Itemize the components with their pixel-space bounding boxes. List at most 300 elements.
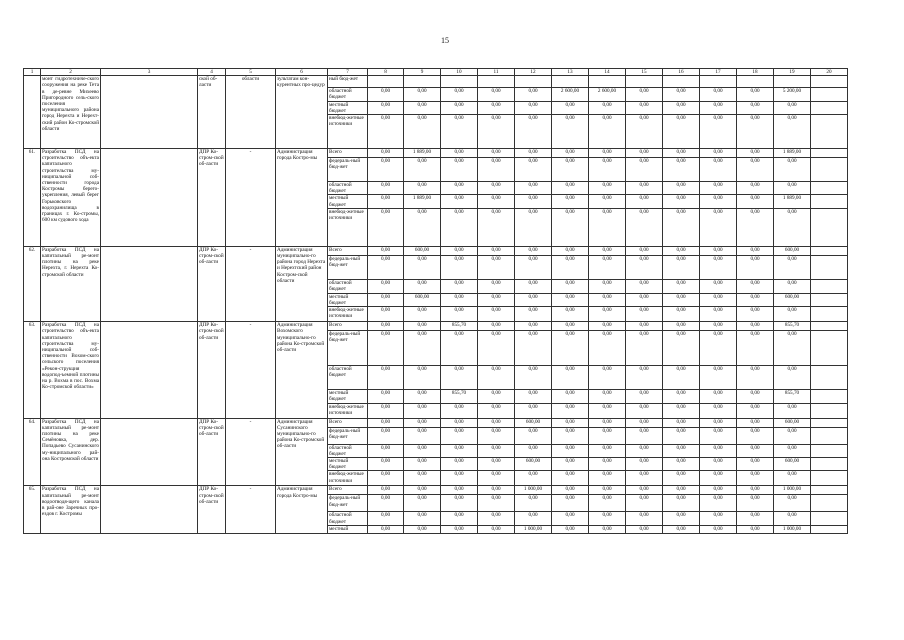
- value-cell: 0,00: [663, 390, 700, 403]
- column-number-16: 16: [663, 69, 700, 76]
- funding-source-cell: областной бюджет: [328, 366, 368, 390]
- column-number-15: 15: [626, 69, 663, 76]
- value-cell: 0,00: [552, 182, 589, 195]
- value-cell: 0,00: [404, 418, 441, 427]
- column-20-cell: [811, 366, 848, 390]
- column-20-cell: [811, 195, 848, 208]
- column-number-4: 4: [198, 69, 226, 76]
- column-20-cell: [811, 246, 848, 255]
- value-cell: 0,00: [626, 293, 663, 306]
- value-cell: 0,00: [737, 101, 774, 114]
- row-number-cell: 62.: [24, 246, 41, 321]
- value-cell: 0,00: [663, 458, 700, 471]
- executor-cell: Администрация Вохомского муниципально-го района Ко-стромской об-ласти: [276, 322, 328, 418]
- value-cell: 0,00: [700, 444, 737, 457]
- column-20-cell: [811, 427, 848, 444]
- value-cell: 0,00: [515, 149, 552, 158]
- value-cell: 0,00: [441, 158, 478, 182]
- value-cell: 0,00: [552, 101, 589, 114]
- funding-source-cell: областной бюджет: [328, 88, 368, 101]
- value-cell: [663, 76, 700, 88]
- value-cell: 0,00: [441, 279, 478, 293]
- value-cell: 0,00: [515, 471, 552, 486]
- column-20-cell: [811, 293, 848, 306]
- funding-source-cell: внебюд-жетные источники: [328, 403, 368, 418]
- value-cell: 0,00: [515, 182, 552, 195]
- value-cell: 0,00: [626, 307, 663, 322]
- column-5-cell: области: [226, 76, 276, 149]
- value-cell: 0,00: [441, 403, 478, 418]
- value-cell: 0,00: [441, 293, 478, 306]
- value-cell: 0,00: [626, 427, 663, 444]
- value-cell: 0,00: [441, 525, 478, 533]
- value-cell: 600,00: [404, 293, 441, 306]
- column-20-cell: [811, 322, 848, 331]
- value-cell: 855,70: [774, 322, 811, 331]
- value-cell: 0,00: [774, 182, 811, 195]
- value-cell: 0,00: [404, 366, 441, 390]
- value-cell: 0,00: [663, 486, 700, 495]
- value-cell: 0,00: [663, 158, 700, 182]
- value-cell: 0,00: [737, 195, 774, 208]
- column-5-cell: -: [226, 418, 276, 486]
- funding-source-cell: внебюд-жетные источники: [328, 307, 368, 322]
- value-cell: [478, 76, 515, 88]
- executor-cell: Администрация Сусанинского муниципально-го района Ко-стромской об-ласти: [276, 418, 328, 486]
- value-cell: 0,00: [441, 495, 478, 512]
- event-name-cell: Разработка ПСД на капитальный ре-монт плотины на реке Нерехта, г. Нерехта Ко-стромской области: [41, 246, 101, 321]
- value-cell: 0,00: [737, 158, 774, 182]
- value-cell: 0,00: [700, 525, 737, 533]
- row-number-cell: 64.: [24, 418, 41, 486]
- value-cell: 0,00: [368, 444, 404, 457]
- column-20-cell: [811, 307, 848, 322]
- column-number-19: 19: [774, 69, 811, 76]
- value-cell: 0,00: [589, 195, 626, 208]
- value-cell: 0,00: [515, 512, 552, 525]
- value-cell: 0,00: [404, 208, 441, 246]
- value-cell: 0,00: [700, 418, 737, 427]
- value-cell: 0,00: [368, 279, 404, 293]
- value-cell: 0,00: [404, 525, 441, 533]
- value-cell: 0,00: [737, 182, 774, 195]
- value-cell: 0,00: [478, 403, 515, 418]
- value-cell: 0,00: [478, 444, 515, 457]
- value-cell: 0,00: [404, 495, 441, 512]
- column-20-cell: [811, 403, 848, 418]
- value-cell: 0,00: [368, 307, 404, 322]
- value-cell: 0,00: [589, 512, 626, 525]
- column-20-cell: [811, 458, 848, 471]
- value-cell: 0,00: [774, 115, 811, 149]
- value-cell: 600,00: [774, 246, 811, 255]
- value-cell: 0,00: [700, 331, 737, 366]
- value-cell: 0,00: [700, 458, 737, 471]
- funding-source-cell: областной бюджет: [328, 444, 368, 457]
- value-cell: 0,00: [700, 246, 737, 255]
- value-cell: 0,00: [626, 525, 663, 533]
- value-cell: 0,00: [478, 525, 515, 533]
- column-20-cell: [811, 331, 848, 366]
- value-cell: 0,00: [404, 427, 441, 444]
- value-cell: 855,70: [441, 322, 478, 331]
- value-cell: 0,00: [478, 101, 515, 114]
- value-cell: 1 000,00: [774, 486, 811, 495]
- value-cell: 0,00: [700, 390, 737, 403]
- value-cell: 0,00: [404, 307, 441, 322]
- value-cell: 0,00: [368, 366, 404, 390]
- event-name-cell: Разработка ПСД на капитальный ре-монт водоотводя-щего канала в рай-оне Заречных про-ездов г. Костромы: [41, 486, 101, 533]
- value-cell: 0,00: [515, 390, 552, 403]
- value-cell: 0,00: [478, 182, 515, 195]
- value-cell: 0,00: [478, 255, 515, 279]
- value-cell: 0,00: [552, 471, 589, 486]
- value-cell: 0,00: [663, 255, 700, 279]
- column-number-7: 7: [328, 69, 368, 76]
- value-cell: [626, 76, 663, 88]
- value-cell: 0,00: [404, 279, 441, 293]
- value-cell: 0,00: [515, 495, 552, 512]
- value-cell: 0,00: [478, 322, 515, 331]
- value-cell: 0,00: [368, 195, 404, 208]
- column-20-cell: [811, 525, 848, 533]
- value-cell: 600,00: [774, 458, 811, 471]
- value-cell: 0,00: [737, 458, 774, 471]
- value-cell: 0,00: [441, 101, 478, 114]
- value-cell: [589, 76, 626, 88]
- column-20-cell: [811, 390, 848, 403]
- value-cell: 0,00: [737, 403, 774, 418]
- program-table-sheet: [23, 68, 848, 534]
- value-cell: 0,00: [663, 101, 700, 114]
- value-cell: 0,00: [515, 158, 552, 182]
- value-cell: 0,00: [737, 293, 774, 306]
- table-row: [24, 322, 848, 331]
- value-cell: 0,00: [663, 88, 700, 101]
- value-cell: 0,00: [626, 486, 663, 495]
- value-cell: 0,00: [441, 418, 478, 427]
- value-cell: 0,00: [626, 101, 663, 114]
- value-cell: 0,00: [441, 246, 478, 255]
- funding-source-cell: внебюд-жетные источники: [328, 115, 368, 149]
- column-20-cell: [811, 444, 848, 457]
- column-5-cell: -: [226, 246, 276, 321]
- table-row: [24, 246, 848, 255]
- value-cell: 0,00: [368, 322, 404, 331]
- value-cell: 0,00: [663, 149, 700, 158]
- value-cell: 0,00: [478, 390, 515, 403]
- value-cell: 0,00: [626, 471, 663, 486]
- column-number-14: 14: [589, 69, 626, 76]
- value-cell: 0,00: [589, 158, 626, 182]
- value-cell: 0,00: [368, 495, 404, 512]
- funding-source-cell: областной бюджет: [328, 182, 368, 195]
- value-cell: 0,00: [663, 366, 700, 390]
- value-cell: 0,00: [626, 418, 663, 427]
- value-cell: 0,00: [552, 208, 589, 246]
- column-20-cell: [811, 471, 848, 486]
- column-number-10: 10: [441, 69, 478, 76]
- value-cell: 0,00: [663, 115, 700, 149]
- value-cell: 0,00: [441, 208, 478, 246]
- value-cell: 0,00: [478, 427, 515, 444]
- value-cell: 0,00: [552, 486, 589, 495]
- value-cell: 0,00: [368, 390, 404, 403]
- executor-cell: Администрация города Костро-мы: [276, 486, 328, 533]
- value-cell: 2 600,00: [552, 88, 589, 101]
- column-number-1: 1: [24, 69, 41, 76]
- value-cell: 0,00: [441, 307, 478, 322]
- customer-cell: ДПР Ко-стром-ской об-ласти: [198, 418, 226, 486]
- value-cell: 0,00: [368, 427, 404, 444]
- value-cell: 855,70: [441, 390, 478, 403]
- value-cell: 0,00: [589, 366, 626, 390]
- value-cell: 0,00: [589, 293, 626, 306]
- value-cell: 0,00: [368, 525, 404, 533]
- value-cell: 0,00: [552, 390, 589, 403]
- value-cell: 0,00: [478, 293, 515, 306]
- value-cell: 0,00: [663, 322, 700, 331]
- value-cell: 0,00: [404, 486, 441, 495]
- value-cell: 0,00: [404, 255, 441, 279]
- funding-source-cell: Всего: [328, 322, 368, 331]
- value-cell: 0,00: [774, 307, 811, 322]
- value-cell: 0,00: [663, 471, 700, 486]
- value-cell: 0,00: [700, 208, 737, 246]
- value-cell: 0,00: [515, 115, 552, 149]
- value-cell: 0,00: [515, 88, 552, 101]
- value-cell: 0,00: [700, 101, 737, 114]
- value-cell: 0,00: [515, 444, 552, 457]
- value-cell: 0,00: [700, 366, 737, 390]
- value-cell: 0,00: [737, 115, 774, 149]
- value-cell: 0,00: [589, 495, 626, 512]
- value-cell: 0,00: [737, 208, 774, 246]
- value-cell: 0,00: [441, 458, 478, 471]
- value-cell: 0,00: [478, 246, 515, 255]
- value-cell: 0,00: [663, 293, 700, 306]
- value-cell: 0,00: [626, 331, 663, 366]
- column-20-cell: [811, 115, 848, 149]
- value-cell: 0,00: [368, 458, 404, 471]
- value-cell: 0,00: [737, 390, 774, 403]
- customer-cell: ДПР Ко-стром-ской об-ласти: [198, 486, 226, 533]
- value-cell: 0,00: [663, 403, 700, 418]
- value-cell: 0,00: [737, 495, 774, 512]
- value-cell: 0,00: [441, 115, 478, 149]
- value-cell: 0,00: [737, 512, 774, 525]
- value-cell: 0,00: [368, 158, 404, 182]
- value-cell: 0,00: [552, 322, 589, 331]
- value-cell: 0,00: [737, 366, 774, 390]
- value-cell: 1 889,00: [774, 195, 811, 208]
- value-cell: 0,00: [404, 158, 441, 182]
- value-cell: 0,00: [774, 427, 811, 444]
- value-cell: 0,00: [663, 279, 700, 293]
- value-cell: 0,00: [737, 307, 774, 322]
- funding-source-cell: местный бюджет: [328, 293, 368, 306]
- value-cell: 0,00: [737, 246, 774, 255]
- column-number-6: 6: [276, 69, 328, 76]
- value-cell: 2 600,00: [589, 88, 626, 101]
- value-cell: 0,00: [368, 418, 404, 427]
- value-cell: [515, 76, 552, 88]
- value-cell: 0,00: [515, 293, 552, 306]
- value-cell: 0,00: [478, 495, 515, 512]
- value-cell: 0,00: [368, 208, 404, 246]
- table-row: [24, 418, 848, 427]
- row-number-cell: [24, 76, 41, 149]
- funding-source-cell: областной бюджет: [328, 279, 368, 293]
- column-number-3: 3: [101, 69, 198, 76]
- value-cell: 0,00: [626, 366, 663, 390]
- value-cell: 855,70: [774, 390, 811, 403]
- value-cell: 0,00: [626, 403, 663, 418]
- value-cell: 0,00: [368, 101, 404, 114]
- value-cell: 0,00: [552, 331, 589, 366]
- value-cell: 0,00: [589, 444, 626, 457]
- value-cell: 0,00: [626, 444, 663, 457]
- event-name-cell: Разработка ПСД на капитальный ре-монт плотины на реке Семёновка, дер. Попадьево Сусанинского му-ниципального рай-она Костромской области: [41, 418, 101, 486]
- value-cell: 0,00: [441, 182, 478, 195]
- value-cell: 0,00: [737, 427, 774, 444]
- empty-cell: [101, 246, 198, 321]
- value-cell: 0,00: [700, 471, 737, 486]
- value-cell: 0,00: [478, 115, 515, 149]
- value-cell: 0,00: [700, 182, 737, 195]
- value-cell: 0,00: [368, 115, 404, 149]
- event-name-cell: Разработка ПСД на строительство объ-екта капитального строительства му-ниципальной соб-ственности Вохом-ского сельского поселения «Рекон-струкция водопод-ъемной плотины на р. Вохма в пос. Вохма Ко-стромской области»: [41, 322, 101, 418]
- value-cell: 0,00: [552, 195, 589, 208]
- customer-cell: ДПР Ко-стром-ской об-ласти: [198, 322, 226, 418]
- value-cell: 1 000,00: [774, 525, 811, 533]
- value-cell: 0,00: [478, 208, 515, 246]
- value-cell: 0,00: [737, 322, 774, 331]
- funding-source-cell: местный бюджет: [328, 101, 368, 114]
- column-20-cell: [811, 76, 848, 88]
- value-cell: 0,00: [589, 208, 626, 246]
- value-cell: 0,00: [626, 512, 663, 525]
- value-cell: 0,00: [737, 255, 774, 279]
- value-cell: 0,00: [552, 366, 589, 390]
- value-cell: 0,00: [515, 246, 552, 255]
- value-cell: 0,00: [368, 403, 404, 418]
- value-cell: 0,00: [774, 512, 811, 525]
- value-cell: 0,00: [626, 208, 663, 246]
- column-20-cell: [811, 486, 848, 495]
- value-cell: 0,00: [478, 149, 515, 158]
- value-cell: 0,00: [700, 149, 737, 158]
- row-number-cell: 65.: [24, 486, 41, 533]
- value-cell: 0,00: [663, 444, 700, 457]
- value-cell: 0,00: [589, 279, 626, 293]
- event-name-cell: монт гидротехниче-ского сооружения на реке Тета в де-ревне Михеево Пригородного сель-ского поселения муниципального района город Нерехта и Нерехт-ский район Ко-стромской области: [41, 76, 101, 149]
- value-cell: 0,00: [626, 88, 663, 101]
- column-20-cell: [811, 208, 848, 246]
- column-number-9: 9: [404, 69, 441, 76]
- value-cell: 0,00: [515, 195, 552, 208]
- value-cell: 0,00: [626, 115, 663, 149]
- value-cell: 0,00: [478, 88, 515, 101]
- column-number-18: 18: [737, 69, 774, 76]
- row-number-cell: 63.: [24, 322, 41, 418]
- value-cell: 0,00: [515, 101, 552, 114]
- value-cell: 600,00: [774, 418, 811, 427]
- column-5-cell: -: [226, 149, 276, 247]
- value-cell: 0,00: [737, 444, 774, 457]
- column-20-cell: [811, 149, 848, 158]
- value-cell: 1 889,00: [774, 149, 811, 158]
- value-cell: [774, 76, 811, 88]
- value-cell: 1 000,00: [515, 486, 552, 495]
- funding-source-cell: федераль-ный бюд-жет: [328, 255, 368, 279]
- value-cell: 0,00: [441, 427, 478, 444]
- value-cell: 0,00: [368, 88, 404, 101]
- column-20-cell: [811, 418, 848, 427]
- funding-source-cell: Всего: [328, 486, 368, 495]
- value-cell: 0,00: [368, 293, 404, 306]
- funding-source-cell: местный бюджет: [328, 195, 368, 208]
- value-cell: 0,00: [589, 390, 626, 403]
- value-cell: 0,00: [552, 293, 589, 306]
- value-cell: [404, 76, 441, 88]
- value-cell: 0,00: [515, 366, 552, 390]
- value-cell: 0,00: [737, 331, 774, 366]
- table-row: [24, 76, 848, 88]
- executor-cell: Администрация муниципально-го района город Нерехта и Нерехтский район Костром-ской области: [276, 246, 328, 321]
- value-cell: 0,00: [663, 525, 700, 533]
- value-cell: 0,00: [700, 293, 737, 306]
- value-cell: 0,00: [700, 495, 737, 512]
- value-cell: 0,00: [700, 195, 737, 208]
- column-number-13: 13: [552, 69, 589, 76]
- column-number-8: 8: [368, 69, 404, 76]
- value-cell: 0,00: [626, 158, 663, 182]
- value-cell: 0,00: [368, 486, 404, 495]
- value-cell: 0,00: [700, 255, 737, 279]
- value-cell: [368, 76, 404, 88]
- value-cell: 0,00: [441, 444, 478, 457]
- value-cell: 0,00: [626, 495, 663, 512]
- value-cell: 0,00: [700, 427, 737, 444]
- value-cell: 0,00: [700, 158, 737, 182]
- funding-source-cell: федераль-ный бюд-жет: [328, 427, 368, 444]
- value-cell: 0,00: [441, 255, 478, 279]
- value-cell: 0,00: [515, 403, 552, 418]
- value-cell: 0,00: [589, 403, 626, 418]
- empty-cell: [101, 149, 198, 247]
- value-cell: 0,00: [626, 149, 663, 158]
- value-cell: 0,00: [626, 255, 663, 279]
- value-cell: 0,00: [404, 458, 441, 471]
- funding-source-cell: внебюд-жетные источники: [328, 471, 368, 486]
- value-cell: 0,00: [737, 279, 774, 293]
- value-cell: 0,00: [663, 195, 700, 208]
- value-cell: [441, 76, 478, 88]
- column-20-cell: [811, 182, 848, 195]
- value-cell: 0,00: [589, 307, 626, 322]
- value-cell: 0,00: [589, 101, 626, 114]
- funding-source-cell: федераль-ный бюд-жет: [328, 158, 368, 182]
- value-cell: 0,00: [441, 149, 478, 158]
- value-cell: 0,00: [700, 486, 737, 495]
- value-cell: 0,00: [404, 512, 441, 525]
- value-cell: 0,00: [774, 255, 811, 279]
- funding-source-cell: Всего: [328, 246, 368, 255]
- value-cell: 0,00: [478, 512, 515, 525]
- value-cell: 0,00: [737, 88, 774, 101]
- value-cell: 600,00: [515, 458, 552, 471]
